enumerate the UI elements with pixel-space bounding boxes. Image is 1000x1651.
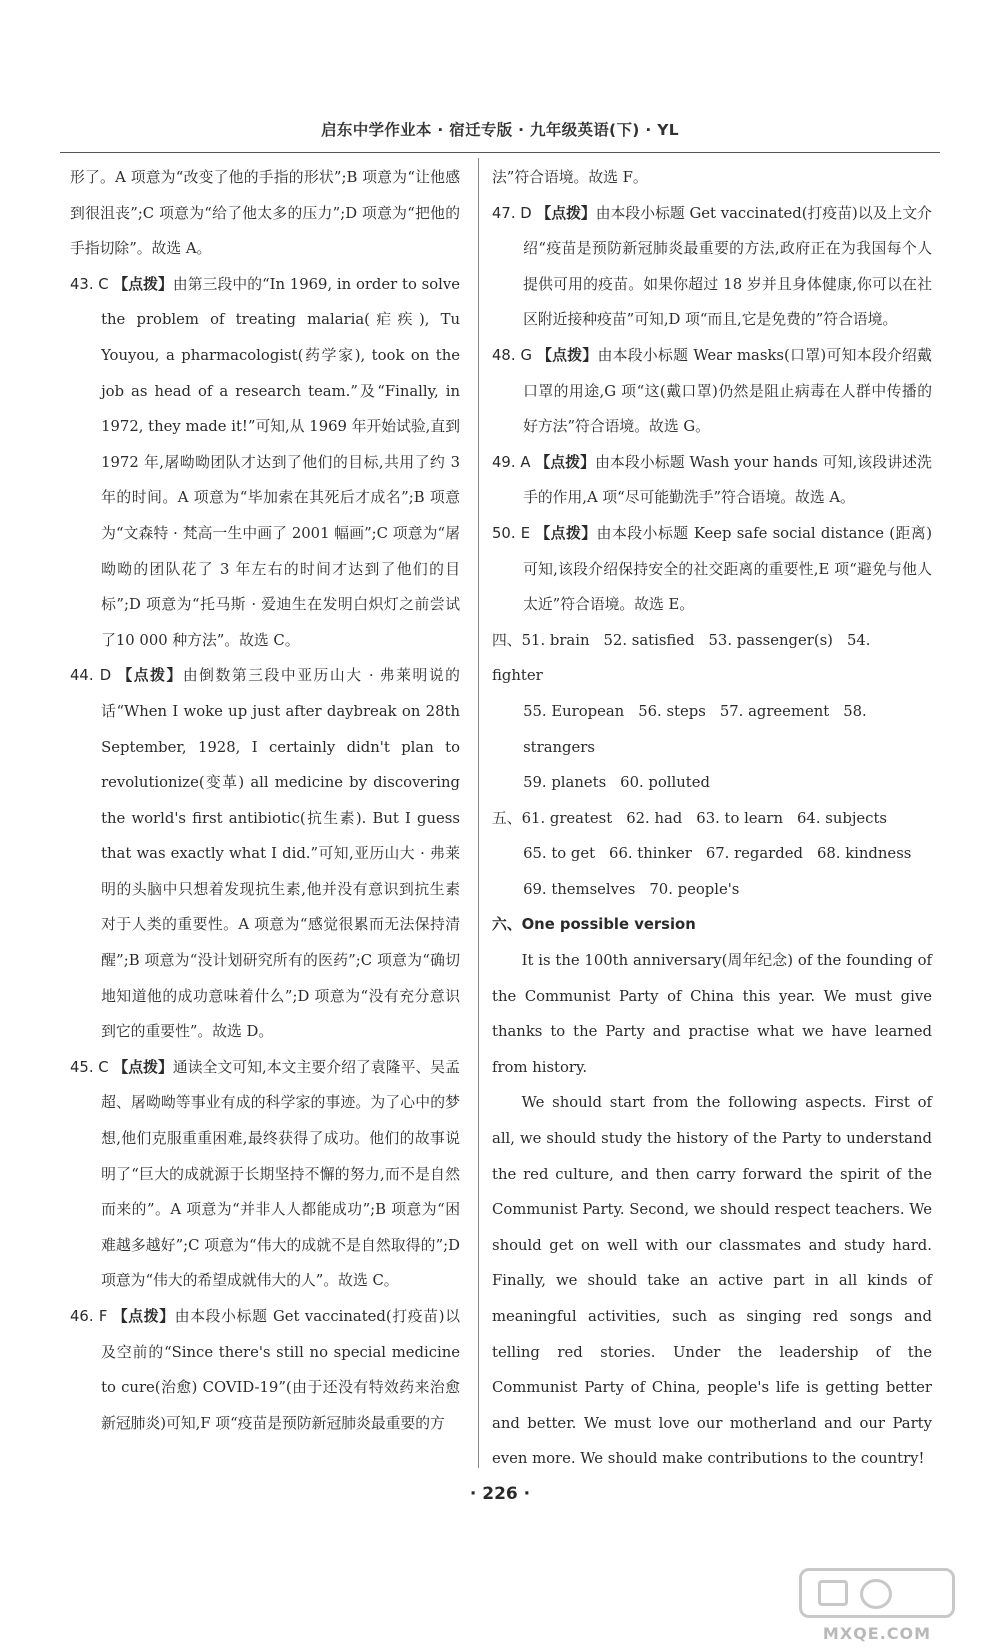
answer-line: [492, 765, 932, 801]
essay-paragraph: It is the 100th anniversary(周年纪念) of the founding of the Communist Party of China this year. We must give thanks to the Party and practise what we have learned from history.: [492, 952, 932, 1076]
answer-line: [492, 801, 932, 837]
running-header: [60, 118, 940, 153]
essay-paragraph: We should start from the following aspects. First of all, we should study the history of the Party to understand the red culture, and then carry forward the spirit of the Communist Party. Second, we should respect teachers. We should get on well with our classmates and study hard. Finally, we should take an active part in all kinds of meaningful activities, such as singing red songs and telling red stories. Under the leadership of the Communist Party of China, people's life is getting better and better. We must love our motherland and our Party even more. We should make contributions to the country!: [492, 1094, 932, 1468]
answer-word: 51. brain: [521, 631, 590, 649]
answer-word: 68. kindness: [816, 845, 912, 863]
answer-word: 52. satisfied: [603, 631, 695, 649]
hint-tag: 【点拨】: [535, 524, 597, 542]
answer-word: 70. people's: [649, 880, 740, 898]
item-number: 47. D: [492, 204, 532, 222]
item-number: 44. D: [70, 667, 112, 685]
answer-word: 58. strangers: [523, 702, 867, 756]
answer-line: [492, 623, 932, 694]
section-six-essay: [492, 907, 932, 1477]
item-text: 由本段小标题 Get vaccinated(打疫苗)以及空前的“Since there's still no special medicine to cure(治愈) COVID-19”(由于还没有特效药来治愈新冠肺炎)可知,F 项“疫苗是预防新冠肺炎最重要的方: [101, 1308, 460, 1432]
essay-title: 六、One possible version: [492, 916, 696, 934]
watermark-logo-icon: [799, 1568, 955, 1618]
answer-word: 65. to get: [523, 845, 596, 863]
answer-item-44: [70, 658, 460, 1050]
header-title: 启东中学作业本 · 宿迁专版 · 九年级英语(下) · YL: [321, 121, 679, 139]
hint-tag: 【点拨】: [535, 453, 596, 471]
item-number: 50. E: [492, 524, 531, 542]
answer-item-49: [492, 445, 932, 516]
item-text: 由本段小标题 Keep safe social distance (距离)可知,该段介绍保持安全的社交距离的重要性,E 项“避免与他人太近”符合语境。故选 E。: [523, 524, 932, 614]
hint-tag: 【点拨】: [117, 667, 183, 685]
answer-word: 67. regarded: [705, 845, 803, 863]
continuation-text: 形了。A 项意为“改变了他的手指的形状”;B 项意为“让他感到很沮丧”;C 项意为“给了他太多的压力”;D 项意为“把他的手指切除”。故选 A。: [70, 169, 460, 258]
continuation-text: 法”符合语境。故选 F。: [492, 169, 648, 186]
left-column: [70, 160, 460, 1441]
answer-word: 55. European: [523, 702, 625, 720]
answer-word: 60. polluted: [620, 774, 710, 792]
item-number: 48. G: [492, 346, 533, 364]
answer-word: 62. had: [626, 809, 683, 827]
page-number: · 226 ·: [469, 1484, 531, 1504]
site-watermark: [782, 1568, 972, 1643]
section-four-answers: [492, 623, 932, 801]
hint-tag: 【点拨】: [536, 204, 596, 222]
right-column: [492, 160, 932, 1477]
item-text: 由本段小标题 Get vaccinated(打疫苗)以及上文介绍“疫苗是预防新冠肺炎最重要的方法,政府正在为我国每个人提供可用的疫苗。如果你超过 18 岁并且身体健康,你可以在社区附近接种疫苗”可知,D 项“而且,它是免费的”符合语境。: [523, 204, 932, 329]
hint-tag: 【点拨】: [112, 1308, 175, 1325]
answer-item-46: [70, 1299, 460, 1441]
answer-word: 53. passenger(s): [708, 631, 833, 649]
section-label: 四、: [492, 631, 522, 649]
answer-item-45: [70, 1050, 460, 1299]
column-divider: [478, 158, 479, 1468]
answer-word: 56. steps: [638, 702, 706, 720]
hint-tag: 【点拨】: [113, 1058, 173, 1076]
answer-word: 61. greatest: [521, 809, 613, 827]
section-five-answers: [492, 801, 932, 908]
answer-item-43: [70, 267, 460, 659]
item-text: 通读全文可知,本文主要介绍了袁隆平、吴孟超、屠呦呦等事业有成的科学家的事迹。为了心中的梦想,他们克服重重困难,最终获得了成功。他们的故事说明了“巨大的成就源于长期坚持不懈的努力,而不是自然而来的”。A 项意为“并非人人都能成功”;B 项意为“困难越多越好”;C 项意为“伟大的成就不是自然取得的”;D 项意为“伟大的希望成就伟大的人”。故选 C。: [101, 1058, 460, 1290]
answer-item-48: [492, 338, 932, 445]
answer-word: 57. agreement: [719, 702, 830, 720]
answer-line: [492, 836, 932, 872]
item-text: 由本段小标题 Wash your hands 可知,该段讲述洗手的作用,A 项“尽可能勤洗手”符合语境。故选 A。: [523, 453, 932, 507]
answer-word: 59. planets: [523, 774, 607, 792]
answer-line: [492, 872, 932, 908]
answer-word: 63. to learn: [696, 809, 783, 827]
answer-item-47: [492, 196, 932, 338]
answer-word: 69. themselves: [523, 880, 636, 898]
answer-word: 64. subjects: [797, 809, 888, 827]
item-number: 46. F: [70, 1308, 108, 1325]
hint-tag: 【点拨】: [537, 346, 598, 364]
answer-word: 66. thinker: [609, 845, 692, 863]
answer-item-50: [492, 516, 932, 623]
item-text: 由倒数第三段中亚历山大 · 弗莱明说的话“When I woke up just after daybreak on 28th September, 1928, I certainly didn't plan to revolutionize(变革) all medicine by discovering the world's first antibiotic(抗生素). But I guess that was exactly what I did.”可知,亚历山大 · 弗莱明的头脑中只想着发现抗生素,他并没有意识到抗生素对于人类的重要性。A 项意为“感觉很累而无法保持清醒”;B 项意为“没计划研究所有的医药”;C 项意为“确切地知道他的成功意味着什么”;D 项意为“没有充分意识到它的重要性”。故选 D。: [101, 667, 460, 1041]
answer-line: [492, 694, 932, 765]
item-number: 43. C: [70, 275, 109, 293]
hint-tag: 【点拨】: [113, 275, 173, 293]
item-number: 45. C: [70, 1058, 109, 1076]
item-number: 49. A: [492, 453, 531, 471]
item-text: 由第三段中的“In 1969, in order to solve the problem of treating malaria(疟疾), Tu Youyou, a pharmacologist(药学家), took on the job as head of a research team.”及“Finally, in 1972, they made it!”可知,从 1969 年开始试验,直到 1972 年,屠呦呦团队才达到了他们的目标,共用了约 3 年的时间。A 项意为“毕加索在其死后才成名”;B 项意为“文森特 · 梵高一生中画了 2001 幅画”;C 项意为“屠呦呦的团队花了 3 年左右的时间才达到了他们的目标”;D 项意为“托马斯 · 爱迪生在发明白炽灯之前尝试了10 000 种方法”。故选 C。: [101, 275, 460, 649]
answer-word: 54. fighter: [492, 631, 871, 685]
section-label: 五、: [492, 809, 522, 827]
watermark-text: MXQE.COM: [822, 1624, 932, 1643]
item-text: 由本段小标题 Wear masks(口罩)可知本段介绍戴口罩的用途,G 项“这(戴口罩)仍然是阻止病毒在人群中传播的好方法”符合语境。故选 G。: [523, 346, 932, 436]
